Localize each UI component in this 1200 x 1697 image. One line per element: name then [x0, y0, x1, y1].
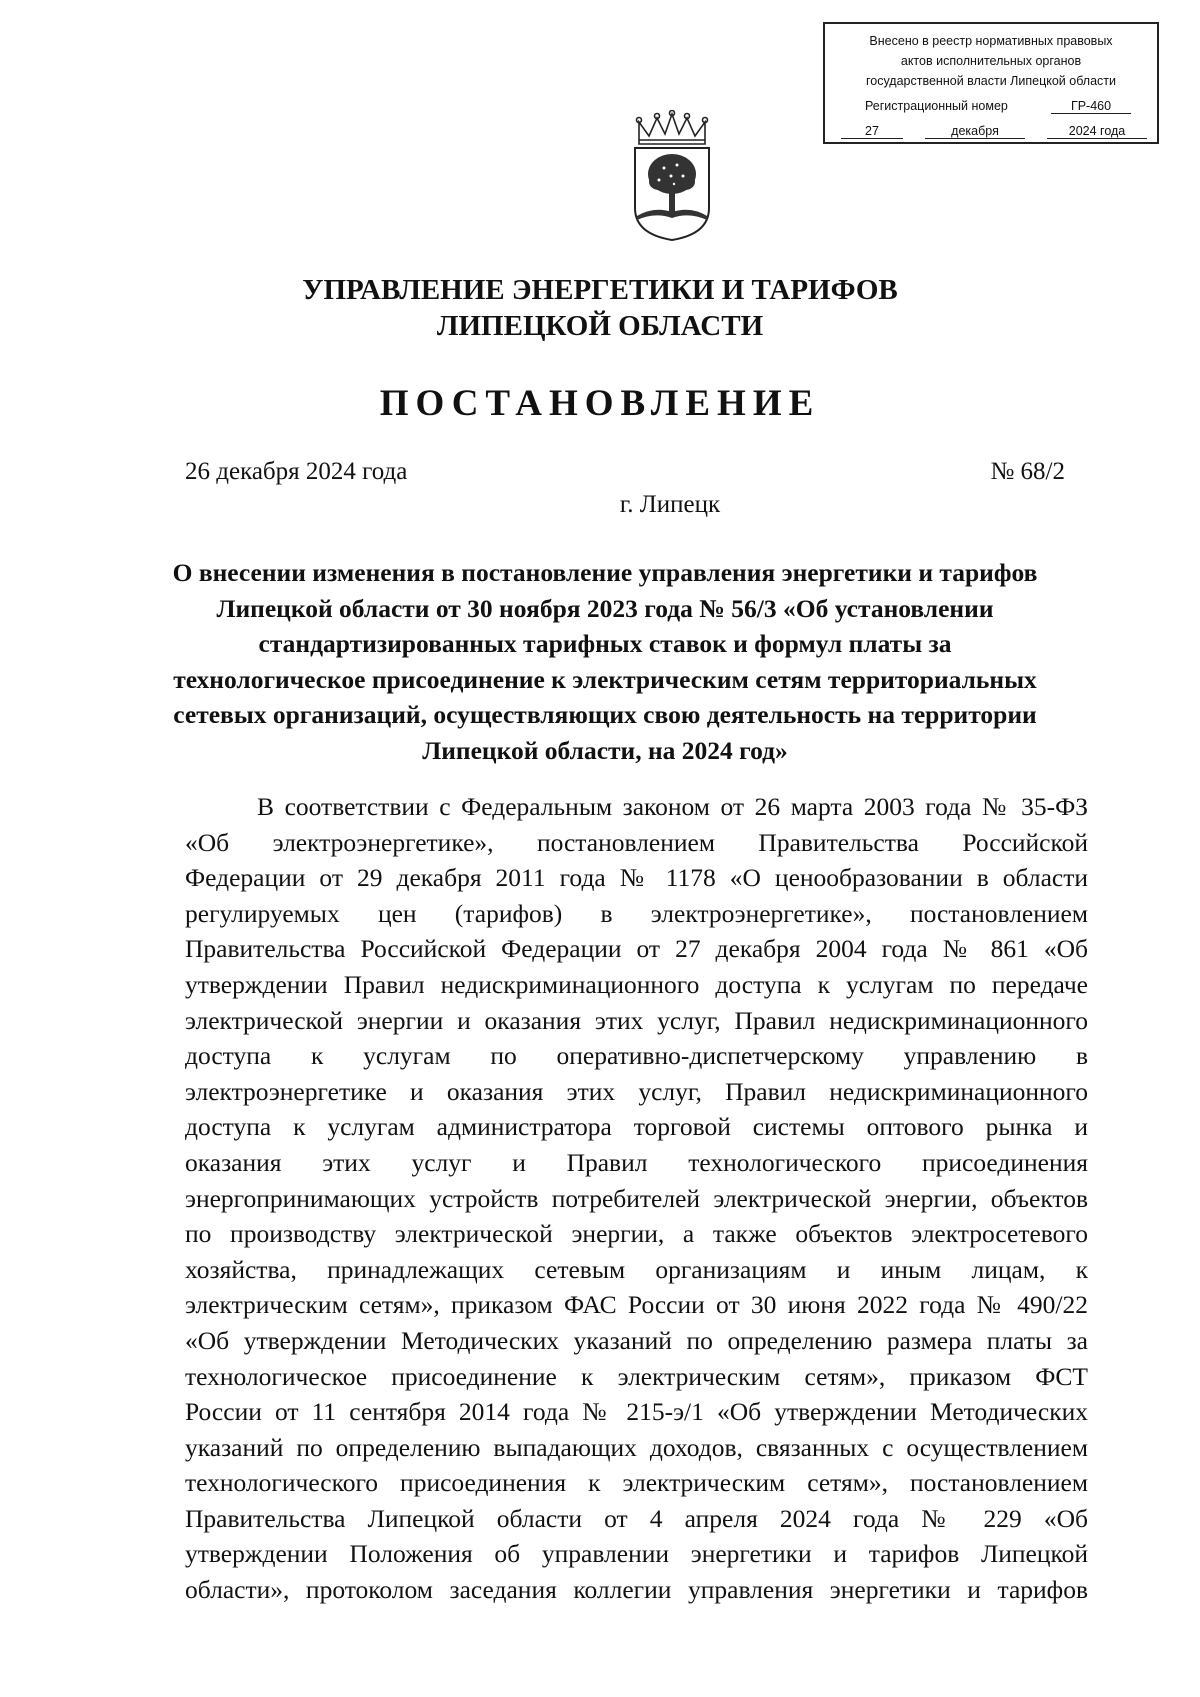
document-number: № 68/2	[990, 458, 1065, 485]
stamp-reg-number: ГР-460	[1051, 99, 1131, 114]
title-line: Липецкой области от 30 ноября 2023 года № 56/3 «Об установлении	[216, 593, 994, 623]
body-line: В соответствии с Федеральным законом от 26 марта 2003 года № 35-ФЗ	[257, 792, 1088, 821]
body-line: электрическим сетям», приказом ФАС России от 30 июня 2022 года № 490/22	[185, 1290, 1088, 1320]
body-line: электроэнергетике и оказания этих услуг, Правил недискриминационного	[185, 1076, 1088, 1106]
title-line: сетевых организаций, осуществляющих свою деятельность на территории	[173, 700, 1037, 729]
body-line: технологического присоединения к электрическим сетям», постановлением	[185, 1468, 1088, 1498]
stamp-line-2: актов исполнительных органов	[900, 54, 1082, 68]
body-line: «Об утверждении Методических указаний по определению размера платы за	[185, 1325, 1088, 1355]
body-line: утверждении Положения об управлении энергетики и тарифов Липецкой	[185, 1539, 1088, 1569]
body-line: Федерации от 29 декабря 2011 года № 1178 «О ценообразовании в области	[185, 863, 1088, 893]
stamp-line-3: государственной власти Липецкой области	[865, 74, 1117, 88]
document-city: г. Липецк	[619, 491, 721, 518]
stamp-date-row	[825, 124, 1157, 142]
body-line: указаний по определению выпадающих доходов, связанных с осуществлением	[185, 1432, 1088, 1462]
title-line: стандартизированных тарифных ставок и формул платы за	[258, 629, 952, 658]
registry-stamp	[823, 22, 1159, 144]
body-line: доступа к услугам администратора торговой системы оптового рынка и	[185, 1112, 1088, 1142]
coat-of-arms-lipetsk-icon	[629, 110, 715, 242]
stamp-line-1: Внесено в реестр нормативных правовых	[869, 34, 1113, 48]
body-line: энергопринимающих устройств потребителей электрической энергии, объектов	[185, 1183, 1088, 1213]
body-line: утверждении Правил недискриминационного доступа к услугам по передаче	[185, 969, 1088, 999]
organization-line-2: ЛИПЕЦКОЙ ОБЛАСТИ	[436, 310, 764, 342]
body-line: Правительства Липецкой области от 4 апреля 2024 года № 229 «Об	[185, 1503, 1088, 1533]
body-line: оказания этих услуг и Правил технологического присоединения	[185, 1147, 1088, 1177]
title-line: О внесении изменения в постановление управления энергетики и тарифов	[172, 558, 1038, 587]
body-line: доступа к услугам по оперативно-диспетчерскому управлению в	[185, 1041, 1088, 1071]
body-line: по производству электрической энергии, а также объектов электросетевого	[185, 1219, 1088, 1249]
organization-name	[0, 272, 1200, 344]
title-line: Липецкой области, на 2024 год»	[422, 735, 788, 765]
stamp-reg-label: Регистрационный номер	[865, 99, 1008, 113]
document-title	[165, 555, 1045, 768]
body-line: области», протоколом заседания коллегии управления энергетики и тарифов	[185, 1575, 1088, 1605]
body-line: регулируемых цен (тарифов) в электроэнергетике», постановлением	[185, 898, 1088, 928]
body-line: электрической энергии и оказания этих услуг, Правил недискриминационного	[185, 1005, 1088, 1035]
title-line: технологическое присоединение к электрическим сетям территориальных	[173, 664, 1037, 694]
document-body	[185, 789, 1088, 1608]
body-line: технологическое присоединение к электрическим сетям», приказом ФСТ	[185, 1361, 1088, 1391]
stamp-month: декабря	[925, 124, 1025, 139]
organization-line-1: УПРАВЛЕНИЕ ЭНЕРГЕТИКИ И ТАРИФОВ	[302, 274, 898, 306]
document-date: 26 декабря 2024 года	[185, 458, 408, 485]
body-line: хозяйства, принадлежащих сетевым организациям и иным лицам, к	[185, 1254, 1088, 1284]
document-type: ПОСТАНОВЛЕНИЕ	[379, 383, 821, 424]
body-line: «Об электроэнергетике», постановлением Правительства Российской	[185, 827, 1088, 857]
stamp-year: 2024 года	[1047, 124, 1147, 139]
stamp-registration-row	[835, 99, 1151, 117]
stamp-day: 27	[841, 124, 903, 139]
body-line: Правительства Российской Федерации от 27 декабря 2004 года № 861 «Об	[185, 934, 1088, 964]
body-line: России от 11 сентября 2014 года № 215-э/1 «Об утверждении Методических	[185, 1397, 1088, 1427]
